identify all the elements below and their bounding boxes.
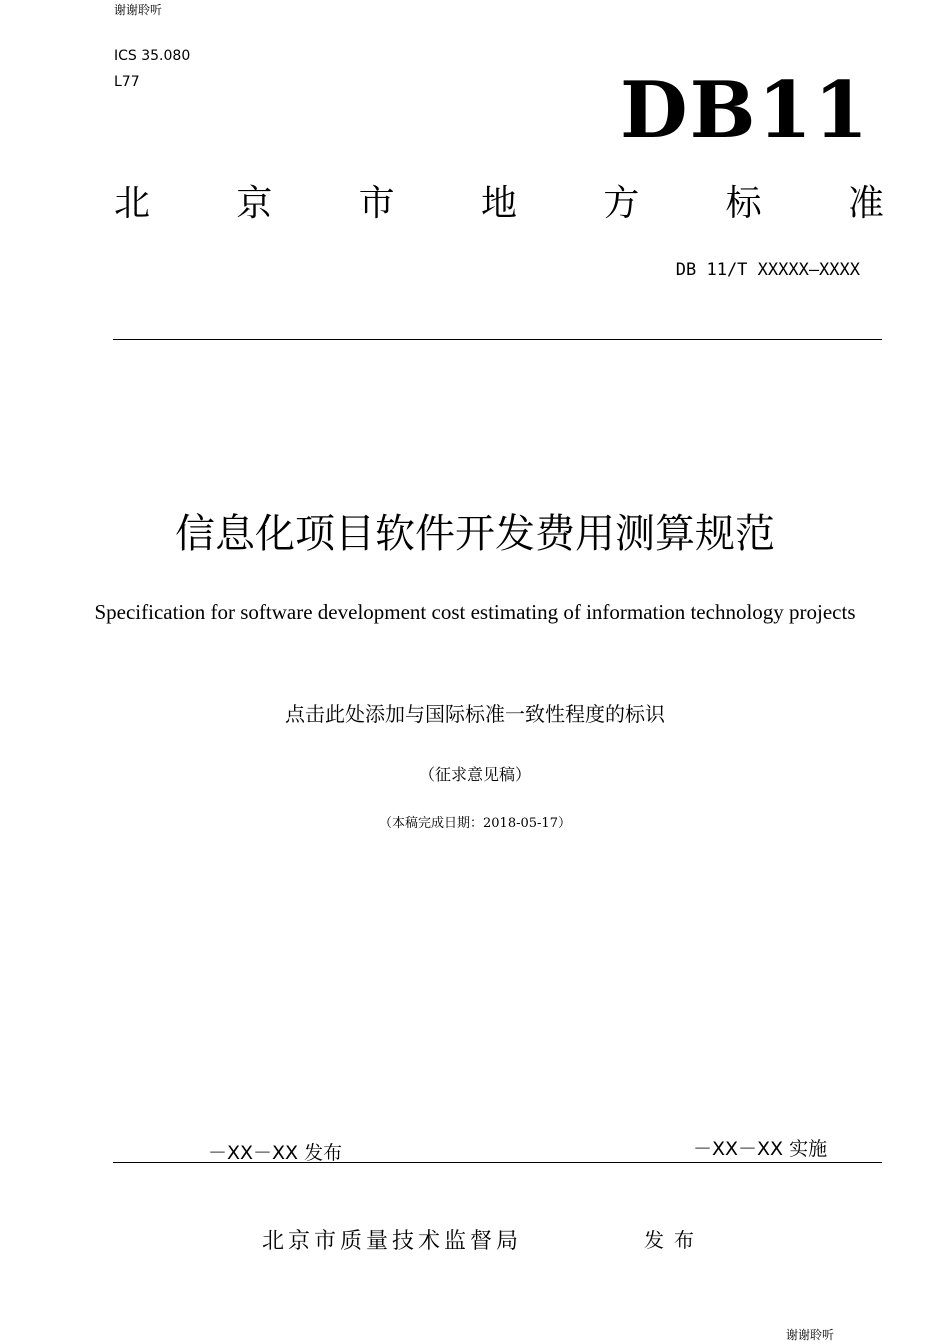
standard-type-heading (114, 183, 884, 224)
draft-date: （本稿完成日期：2018-05-17） (379, 816, 571, 831)
standard-type-char: 市 (358, 183, 395, 224)
standard-number: DB 11/T XXXXX—XXXX (675, 260, 860, 280)
implementation-date: －XX－XX 实施 (693, 1138, 828, 1160)
draft-status: （征求意见稿） (418, 765, 531, 784)
issue-date: －XX－XX 发布 (208, 1142, 343, 1164)
bottom-divider (113, 1162, 882, 1163)
standard-type-char: 京 (236, 183, 273, 224)
db11-logo: DB11 (620, 65, 871, 156)
title-chinese: 信息化项目软件开发费用测算规范 (175, 511, 775, 557)
title-english: Specification for software development cost estimating of information technology projects (94, 600, 856, 624)
standard-type-char: 准 (847, 183, 884, 224)
standard-type-char: 标 (725, 183, 762, 224)
standard-type-char: 方 (603, 183, 640, 224)
consistency-note[interactable]: 点击此处添加与国际标准一致性程度的标识 (285, 702, 665, 726)
footer-note: 谢谢聆听 (786, 1328, 835, 1342)
issuer-action: 发布 (644, 1228, 704, 1252)
ccs-code: L77 (114, 74, 140, 90)
issuer-name: 北京市质量技术监督局 (262, 1229, 523, 1254)
top-divider (113, 339, 882, 340)
standard-type-char: 北 (114, 183, 151, 224)
ics-code: ICS 35.080 (114, 48, 191, 64)
standard-type-char: 地 (480, 183, 517, 224)
header-note: 谢谢聆听 (114, 3, 163, 17)
